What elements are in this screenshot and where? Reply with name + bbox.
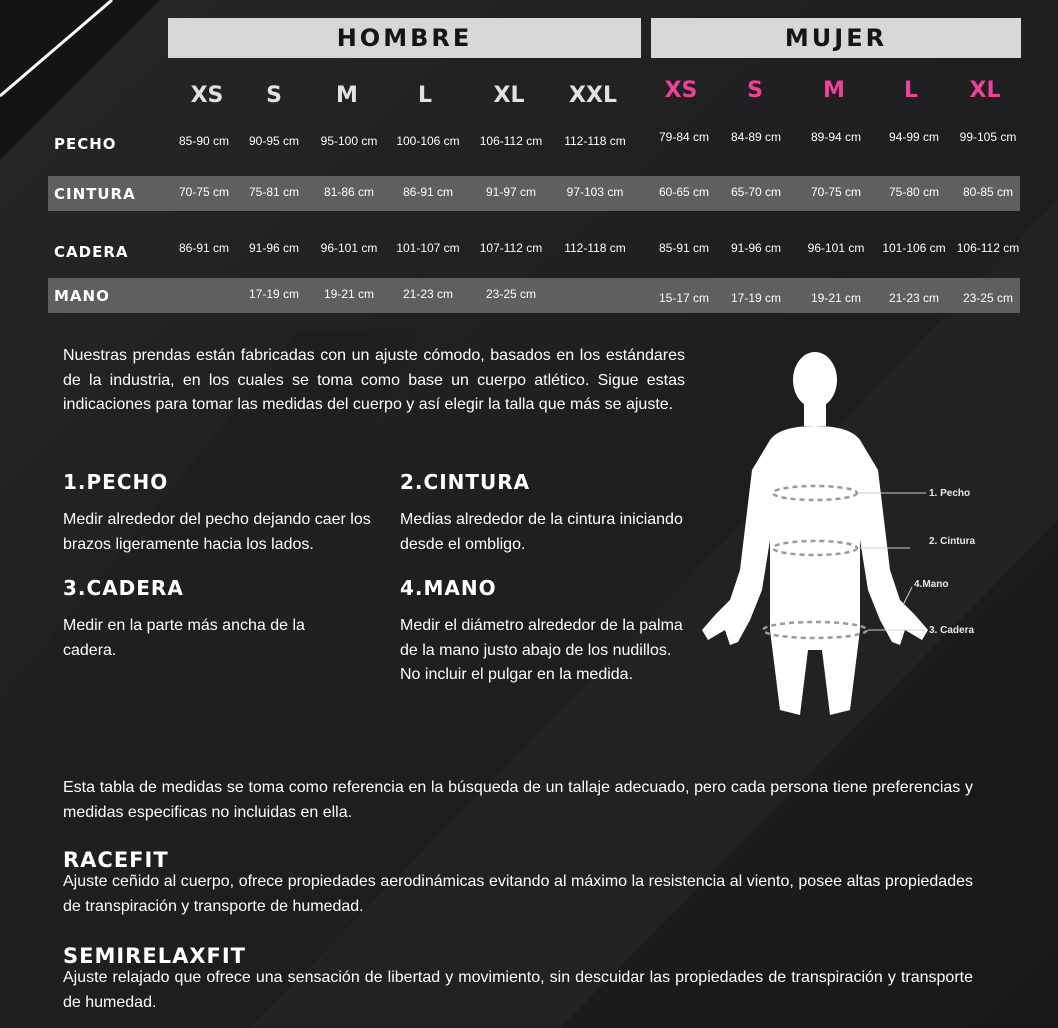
step-title: 2.CINTURA: [400, 470, 531, 494]
women-cell: 94-99 cm: [888, 130, 940, 144]
size-xs-men: XS: [190, 83, 224, 108]
men-cell: 75-81 cm: [248, 185, 300, 199]
men-cell: 91-97 cm: [485, 185, 537, 199]
men-cell: 85-90 cm: [178, 134, 230, 148]
size-m-women: M: [823, 78, 845, 103]
women-cell: 89-94 cm: [810, 130, 862, 144]
women-cell: 96-101 cm: [807, 241, 865, 255]
men-cell: 17-19 cm: [248, 287, 300, 301]
women-cell: 21-23 cm: [888, 291, 940, 305]
fit-semirelaxfit: [63, 944, 973, 1015]
step-text: Medias alrededor de la cintura iniciando desde el ombligo.: [400, 511, 683, 553]
men-cell: 101-107 cm: [396, 241, 460, 255]
men-cell: 90-95 cm: [248, 134, 300, 148]
size-l-women: L: [903, 78, 919, 103]
women-cell: 23-25 cm: [962, 291, 1014, 305]
women-cell: 85-91 cm: [658, 241, 710, 255]
row-label-pecho: PECHO: [54, 135, 117, 153]
size-xxl-men: XXL: [569, 83, 617, 108]
men-cell: 86-91 cm: [402, 185, 454, 199]
men-cell: 112-118 cm: [564, 241, 626, 255]
row-label-mano: MANO: [54, 287, 110, 305]
size-xl-men: XL: [493, 83, 525, 108]
women-cell: 15-17 cm: [658, 291, 710, 305]
women-cell: 101-106 cm: [882, 241, 946, 255]
men-cell: 97-103 cm: [566, 185, 624, 199]
fit-title: RACEFIT: [63, 848, 169, 872]
women-cell: 91-96 cm: [730, 241, 782, 255]
step-text: Medir alrededor del pecho dejando caer los brazos ligeramente hacia los lados.: [63, 511, 371, 553]
intro-paragraph: Nuestras prendas están fabricadas con un ajuste cómodo, basados en los estándares de la industria, en los cuales se toma como base un cuerpo atlético. Sigue estas indicaciones para tomar las medidas del cuerpo y así elegir la talla que más se ajuste.: [63, 347, 685, 413]
row-label-cadera: CADERA: [54, 243, 129, 261]
step-cintura: [400, 470, 690, 557]
figure-label-cintura: 2. Cintura: [929, 536, 976, 547]
men-cell: 21-23 cm: [402, 287, 454, 301]
men-cell: 70-75 cm: [178, 185, 230, 199]
reference-note: Esta tabla de medidas se toma como referencia en la búsqueda de un tallaje adecuado, pero cada persona tiene preferencias y medidas especificas no incluidas en ella.: [63, 779, 973, 821]
step-cadera: [63, 576, 353, 663]
step-text: Medir el diámetro alrededor de la palma de la mano justo abajo de los nudillos. No incluir el pulgar en la medida.: [400, 617, 683, 683]
women-cell: 60-65 cm: [658, 185, 710, 199]
men-cell: 86-91 cm: [178, 241, 230, 255]
men-cell: 95-100 cm: [320, 134, 378, 148]
fit-text: Ajuste ceñido al cuerpo, ofrece propiedades aerodinámicas evitando al máximo la resistencia al viento, posee altas propiedades de transpiración y transporte de humedad.: [63, 873, 973, 915]
size-s-women: S: [747, 78, 763, 103]
fit-racefit: [63, 848, 973, 919]
body-figure-icon: [700, 350, 960, 720]
men-cell: 107-112 cm: [479, 241, 543, 255]
women-cell: 80-85 cm: [962, 185, 1014, 199]
men-cell: 96-101 cm: [320, 241, 378, 255]
women-cell: 70-75 cm: [810, 185, 862, 199]
men-cell: 81-86 cm: [323, 185, 375, 199]
row-label-cintura: CINTURA: [54, 185, 136, 203]
figure-label-mano: 4.Mano: [914, 579, 949, 590]
women-cell: 84-89 cm: [730, 130, 782, 144]
fit-title: SEMIRELAXFIT: [63, 944, 247, 968]
men-cell: 91-96 cm: [248, 241, 300, 255]
men-header: HOMBRE: [168, 18, 641, 58]
men-cell: 23-25 cm: [485, 287, 537, 301]
women-cell: 65-70 cm: [730, 185, 782, 199]
men-cell: 106-112 cm: [479, 134, 543, 148]
women-cell: 17-19 cm: [730, 291, 782, 305]
step-title: 4.MANO: [400, 576, 497, 600]
men-cell: 100-106 cm: [396, 134, 460, 148]
women-cell: 99-105 cm: [959, 130, 1017, 144]
women-cell: 75-80 cm: [888, 185, 940, 199]
women-header: MUJER: [651, 18, 1021, 58]
figure-label-pecho: 1. Pecho: [929, 488, 971, 499]
men-cell: 19-21 cm: [323, 287, 375, 301]
size-s-men: S: [266, 83, 282, 108]
step-title: 3.CADERA: [63, 576, 184, 600]
size-xl-women: XL: [969, 78, 1001, 103]
fit-text: Ajuste relajado que ofrece una sensación de libertad y movimiento, sin descuidar las propiedades de transpiración y transporte de humedad.: [63, 969, 973, 1011]
size-xs-women: XS: [664, 78, 698, 103]
women-cell: 19-21 cm: [810, 291, 862, 305]
women-cell: 79-84 cm: [658, 130, 710, 144]
step-mano: [400, 576, 685, 688]
step-text: Medir en la parte más ancha de la cadera.: [63, 617, 305, 659]
men-cell: 112-118 cm: [564, 134, 626, 148]
step-pecho: [63, 470, 373, 557]
step-title: 1.PECHO: [63, 470, 169, 494]
figure-label-cadera: 3. Cadera: [929, 625, 975, 636]
women-cell: 106-112 cm: [956, 241, 1020, 255]
size-m-men: M: [336, 83, 358, 108]
size-l-men: L: [417, 83, 433, 108]
